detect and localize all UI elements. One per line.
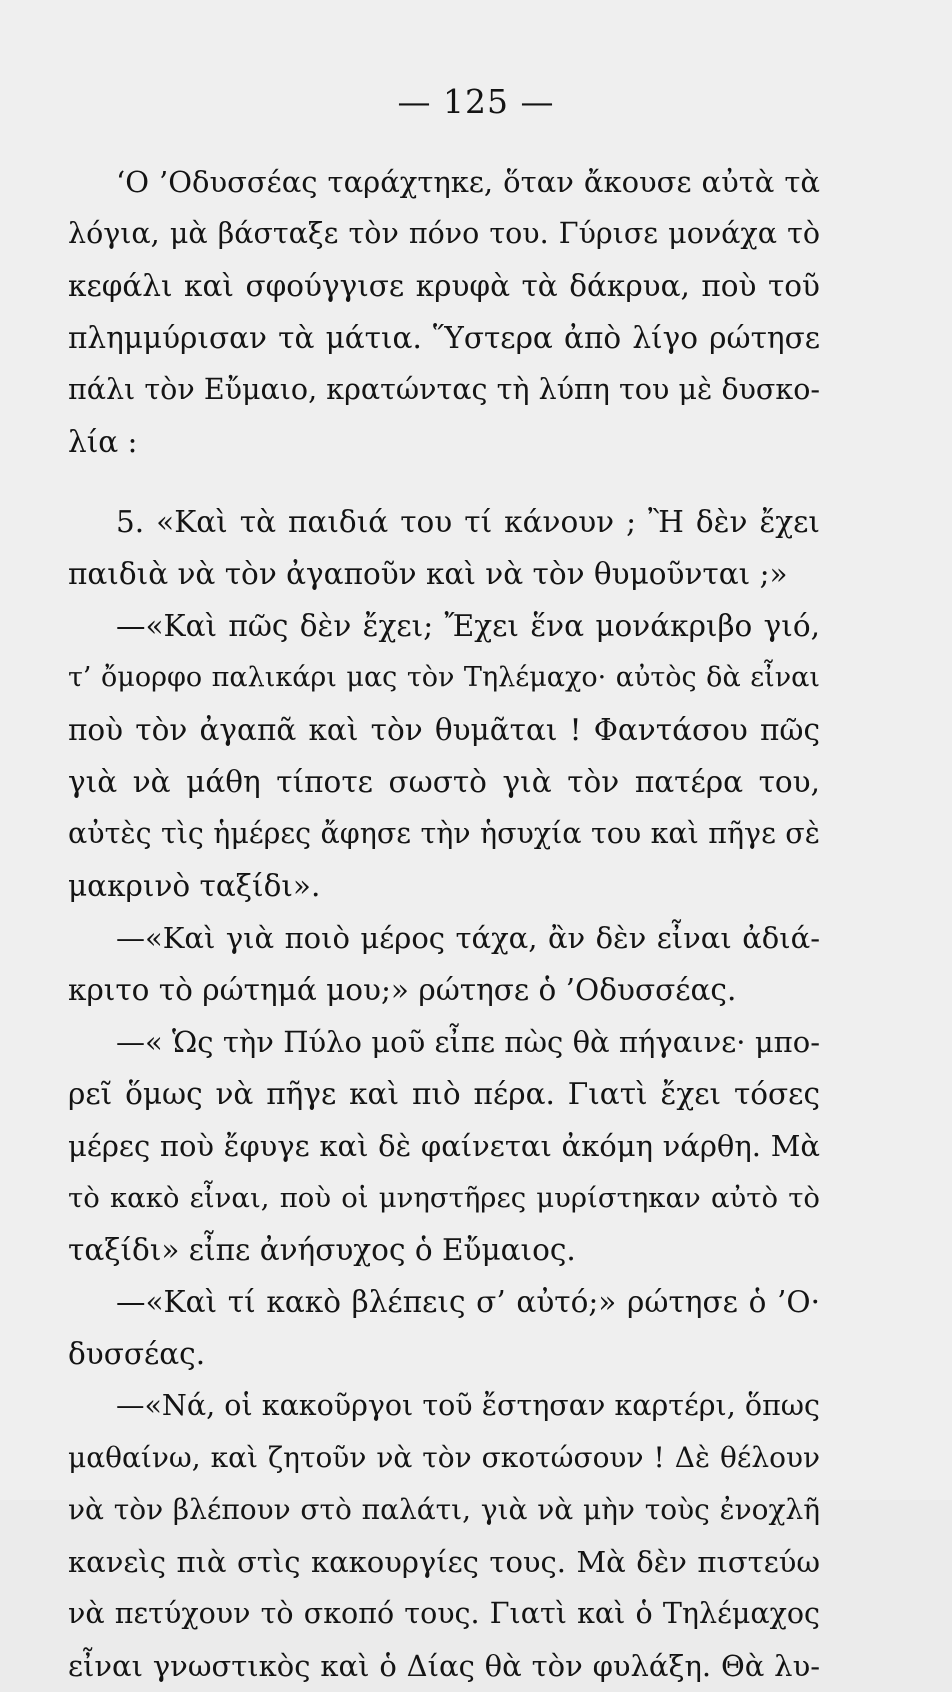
text-line: κριτο τὸ ρώτημά μου;» ρώτησε ὁ ’Οδυσσέας. (68, 973, 737, 1007)
text-line: μακρινὸ ταξίδι». (68, 869, 321, 903)
text-line: τ’ ὄμορφο παλικάρι μας τὸν Τηλέμαχο· αὐτὸς δὰ εἶναι (68, 662, 820, 693)
text-line: μέρες ποὺ ἔφυγε καὶ δὲ φαίνεται ἀκόμη νάρθη. Μὰ (68, 1129, 820, 1163)
text-line: μαθαίνω, καὶ ζητοῦν νὰ τὸν σκοτώσουν ! Δὲ θέλουν (68, 1441, 820, 1474)
text-line: τὸ κακὸ εἶναι, ποὺ οἱ μνηστῆρες μυρίστηκαν αὐτὸ τὸ (68, 1182, 820, 1214)
text-line: —«Καὶ γιὰ ποιὸ μέρος τάχα, ἂν δὲν εἶναι ἀδιά- (116, 921, 820, 955)
text-line: πλημμύρισαν τὰ μάτια. Ὕστερα ἀπὸ λίγο ρώτησε (68, 321, 820, 355)
text-line: ταξίδι» εἶπε ἀνήσυχος ὁ Εὔμαιος. (68, 1233, 576, 1267)
body-text (68, 156, 820, 1692)
text-line: δυσσέας. (68, 1337, 206, 1371)
page-number: — 125 — (397, 82, 555, 121)
text-line: παιδιὰ νὰ τὸν ἀγαποῦν καὶ νὰ τὸν θυμοῦνται ;» (68, 557, 788, 591)
text-line: 5. «Καὶ τὰ παιδιά του τί κάνουν ; Ἢ δὲν ἔχει (116, 505, 820, 539)
text-line: —«Νά, οἱ κακοῦργοι τοῦ ἔστησαν καρτέρι, ὅπως (116, 1389, 820, 1422)
text-line: —«Καὶ πῶς δὲν ἔχει; Ἔχει ἕνα μονάκριβο γιό, (116, 609, 820, 643)
text-line: ‘Ο ’Οδυσσέας ταράχτηκε, ὅταν ἄκουσε αὐτὰ τὰ (116, 165, 820, 199)
text-line: κεφάλι καὶ σφούγγισε κρυφὰ τὰ δάκρυα, ποὺ τοῦ (68, 269, 820, 303)
text-line: γιὰ νὰ μάθη τίποτε σωστὸ γιὰ τὸν πατέρα του, (68, 765, 820, 799)
text-line: νὰ τὸν βλέπουν στὸ παλάτι, γιὰ νὰ μὴν τοὺς ἐνοχλῆ (68, 1493, 820, 1526)
text-line: —«Καὶ τί κακὸ βλέπεις σ’ αὐτό;» ρώτησε ὁ ’Ο· (116, 1285, 820, 1319)
text-line: λόγια, μὰ βάσταξε τὸν πόνο του. Γύρισε μονάχα τὸ (68, 217, 820, 250)
text-line: —« Ὡς τὴν Πύλο μοῦ εἶπε πὼς θὰ πήγαινε· μπο- (116, 1025, 820, 1059)
text-line: εἶναι γνωστικὸς καὶ ὁ Δίας θὰ τὸν φυλάξη. Θὰ λυ- (68, 1649, 820, 1683)
text-line: πάλι τὸν Εὔμαιο, κρατώντας τὴ λύπη του μὲ δυσκο- (68, 373, 820, 406)
text-line: λία : (68, 425, 138, 459)
text-line: ποὺ τὸν ἀγαπᾶ καὶ τὸν θυμᾶται ! Φαντάσου πῶς (68, 713, 820, 747)
text-line: κανεὶς πιὰ στὶς κακουργίες τους. Μὰ δὲν πιστεύω (68, 1545, 820, 1579)
text-line: ρεῖ ὅμως νὰ πῆγε καὶ πιὸ πέρα. Γιατὶ ἔχει τόσες (68, 1077, 820, 1111)
text-line: αὐτὲς τὶς ἡμέρες ἄφησε τὴν ἡσυχία του καὶ πῆγε σὲ (68, 817, 820, 850)
text-line: νὰ πετύχουν τὸ σκοπό τους. Γιατὶ καὶ ὁ Τηλέμαχος (68, 1597, 820, 1630)
